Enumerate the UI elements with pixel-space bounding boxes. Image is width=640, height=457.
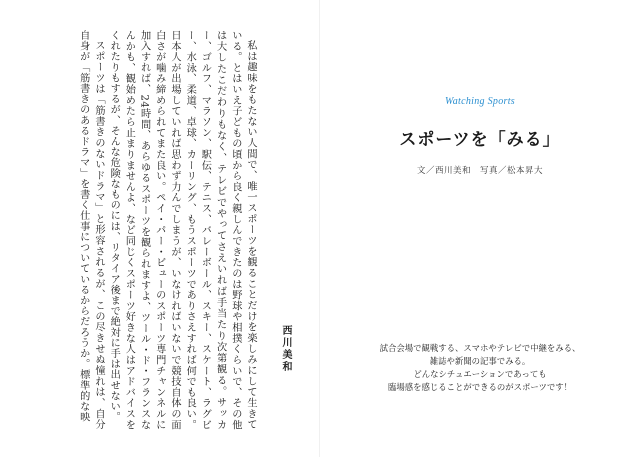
lead-line: どんなシチュエーションであっても bbox=[413, 369, 547, 379]
essay-body bbox=[10, 30, 258, 430]
lead-line: 雑誌や新聞の記事でみる。 bbox=[429, 356, 531, 366]
author-name: 西川美和 bbox=[280, 325, 291, 373]
article-header bbox=[320, 96, 640, 176]
lead-line: 試合会場で観戦する、スマホやテレビで中継をみる、 bbox=[379, 343, 581, 353]
essay-paragraph: スポーツは「筋書きのないドラマ」と形容されるが、この尽きせぬ憧れは、自分自身が「筋書きのあるドラマ」を書く仕事についているからだろうか。標準的な映 bbox=[77, 30, 104, 430]
article-credits: 文／西川美和 写真／松本昇大 bbox=[416, 166, 543, 176]
lead-line: 臨場感を感じることができるのがスポーツです！ bbox=[388, 382, 572, 392]
essay-paragraph: 私は趣味をもたない人間で、唯一スポーツを観ることだけを楽しみにして生きている。とはいえ子どもの頃から良く親しんできたのは野球や相撲くらいで、その他は大したこだわりもなく、テレビでやってさえいれば手当たり次第観る。サッカー、ゴルフ、マラソン、駅伝、テニス、バレーボール、スキー、スケート、ラグビー、水泳、柔道、卓球、カーリング、もうスポーツでありさえすれば何でも良い。日本人が出場していれば思わず力んでしまうが、いなければいないで競技自体の面白さが噛み締められてまた良い。ペイ・パー・ビューのスポーツ専門チャンネルに加入すれば、24時間、あらゆるスポーツを観られますよ、ツール・ド・フランスなんかも、観始めたら止まりませんよ、など同じくスポーツ好きな人はアドバイスをくれたりもするが、そんな危険なものには、リタイア後まで絶対に手は出せない。 bbox=[108, 30, 256, 430]
right-page bbox=[320, 0, 640, 457]
section-label: Watching Sports bbox=[445, 96, 515, 107]
article-title: スポーツを「みる」 bbox=[399, 130, 561, 150]
lead-text bbox=[320, 342, 640, 394]
